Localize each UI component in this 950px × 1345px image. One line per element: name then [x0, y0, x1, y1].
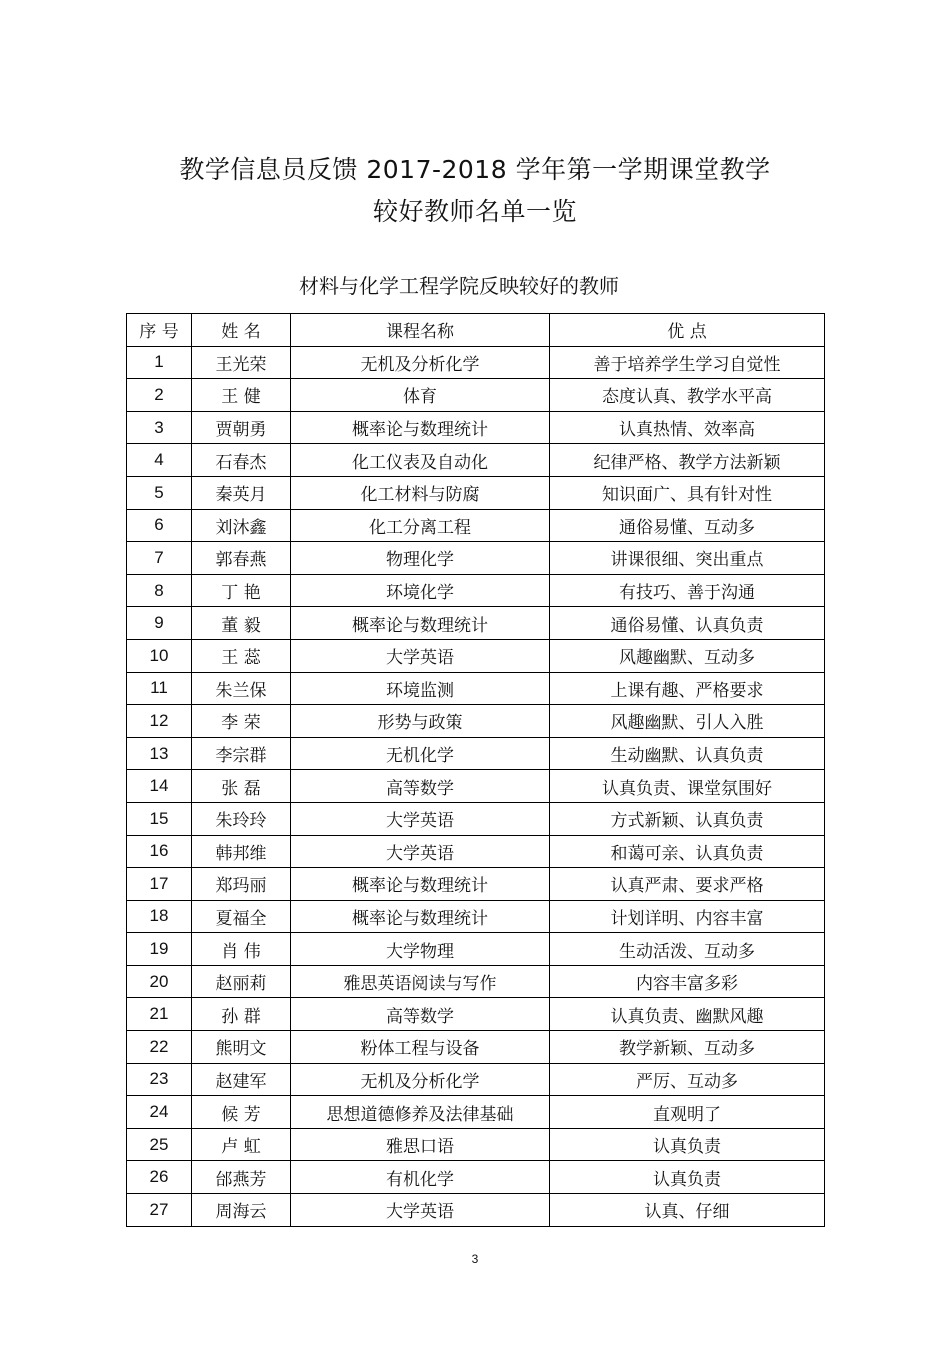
cell-serial: 24 — [127, 1096, 192, 1129]
cell-teacher-name: 张 磊 — [192, 770, 291, 803]
table-row — [127, 444, 825, 477]
cell-teacher-name: 肖 伟 — [192, 933, 291, 966]
cell-teacher-name: 卢 虹 — [192, 1128, 291, 1161]
table-row — [127, 672, 825, 705]
cell-course: 高等数学 — [291, 770, 550, 803]
cell-serial: 1 — [127, 346, 192, 379]
document-title-line-1: 教学信息员反馈 2017-2018 学年第一学期课堂教学 — [179, 155, 771, 184]
cell-course: 大学英语 — [291, 835, 550, 868]
cell-serial: 20 — [127, 965, 192, 998]
cell-merits: 计划详明、内容丰富 — [550, 900, 825, 933]
cell-teacher-name: 郑玛丽 — [192, 868, 291, 901]
cell-teacher-name: 赵丽莉 — [192, 965, 291, 998]
cell-serial: 26 — [127, 1161, 192, 1194]
cell-merits: 通俗易懂、认真负责 — [550, 607, 825, 640]
table-row — [127, 639, 825, 672]
cell-teacher-name: 熊明文 — [192, 1031, 291, 1064]
cell-course: 概率论与数理统计 — [291, 868, 550, 901]
table-row — [127, 542, 825, 575]
cell-merits: 善于培养学生学习自觉性 — [550, 346, 825, 379]
cell-course: 大学物理 — [291, 933, 550, 966]
cell-teacher-name: 候 芳 — [192, 1096, 291, 1129]
table-row — [127, 868, 825, 901]
cell-merits: 和蔼可亲、认真负责 — [550, 835, 825, 868]
table-row — [127, 1194, 825, 1227]
cell-course: 体育 — [291, 379, 550, 412]
cell-course: 粉体工程与设备 — [291, 1031, 550, 1064]
cell-serial: 4 — [127, 444, 192, 477]
cell-teacher-name: 王光荣 — [192, 346, 291, 379]
cell-teacher-name: 刘沐鑫 — [192, 509, 291, 542]
table-row — [127, 737, 825, 770]
cell-merits: 认真热情、效率高 — [550, 411, 825, 444]
table-row — [127, 1161, 825, 1194]
cell-course: 化工分离工程 — [291, 509, 550, 542]
cell-serial: 13 — [127, 737, 192, 770]
cell-course: 无机及分析化学 — [291, 1063, 550, 1096]
cell-course: 有机化学 — [291, 1161, 550, 1194]
cell-course: 大学英语 — [291, 639, 550, 672]
table-row — [127, 835, 825, 868]
cell-merits: 严厉、互动多 — [550, 1063, 825, 1096]
cell-course: 化工仪表及自动化 — [291, 444, 550, 477]
cell-serial: 5 — [127, 476, 192, 509]
cell-serial: 22 — [127, 1031, 192, 1064]
cell-course: 环境监测 — [291, 672, 550, 705]
cell-merits: 通俗易懂、互动多 — [550, 509, 825, 542]
cell-course: 雅思英语阅读与写作 — [291, 965, 550, 998]
table-row — [127, 346, 825, 379]
cell-teacher-name: 秦英月 — [192, 476, 291, 509]
cell-serial: 2 — [127, 379, 192, 412]
cell-serial: 19 — [127, 933, 192, 966]
cell-merits: 知识面广、具有针对性 — [550, 476, 825, 509]
cell-course: 高等数学 — [291, 998, 550, 1031]
cell-course: 环境化学 — [291, 574, 550, 607]
cell-teacher-name: 周海云 — [192, 1194, 291, 1227]
cell-serial: 12 — [127, 705, 192, 738]
cell-teacher-name: 王 蕊 — [192, 639, 291, 672]
cell-course: 思想道德修养及法律基础 — [291, 1096, 550, 1129]
table-row — [127, 900, 825, 933]
cell-merits: 认真、仔细 — [550, 1194, 825, 1227]
cell-course: 化工材料与防腐 — [291, 476, 550, 509]
cell-teacher-name: 董 毅 — [192, 607, 291, 640]
cell-merits: 态度认真、教学水平高 — [550, 379, 825, 412]
cell-serial: 7 — [127, 542, 192, 575]
cell-merits: 讲课很细、突出重点 — [550, 542, 825, 575]
cell-merits: 直观明了 — [550, 1096, 825, 1129]
cell-serial: 21 — [127, 998, 192, 1031]
cell-serial: 27 — [127, 1194, 192, 1227]
cell-serial: 8 — [127, 574, 192, 607]
cell-serial: 25 — [127, 1128, 192, 1161]
cell-teacher-name: 李宗群 — [192, 737, 291, 770]
table-row — [127, 1063, 825, 1096]
table-row — [127, 411, 825, 444]
cell-teacher-name: 石春杰 — [192, 444, 291, 477]
table-header-row — [127, 314, 825, 347]
table-row — [127, 1031, 825, 1064]
cell-course: 物理化学 — [291, 542, 550, 575]
table-row — [127, 574, 825, 607]
teacher-table — [126, 313, 825, 1227]
table-row — [127, 607, 825, 640]
cell-merits: 认真负责、幽默风趣 — [550, 998, 825, 1031]
page-number: 3 — [471, 1252, 479, 1266]
cell-teacher-name: 朱兰保 — [192, 672, 291, 705]
cell-merits: 纪律严格、教学方法新颖 — [550, 444, 825, 477]
cell-teacher-name: 贾朝勇 — [192, 411, 291, 444]
cell-course: 无机及分析化学 — [291, 346, 550, 379]
table-row — [127, 965, 825, 998]
cell-course: 概率论与数理统计 — [291, 411, 550, 444]
cell-serial: 16 — [127, 835, 192, 868]
cell-teacher-name: 丁 艳 — [192, 574, 291, 607]
cell-teacher-name: 赵建军 — [192, 1063, 291, 1096]
cell-serial: 6 — [127, 509, 192, 542]
cell-serial: 14 — [127, 770, 192, 803]
cell-merits: 风趣幽默、引人入胜 — [550, 705, 825, 738]
cell-course: 形势与政策 — [291, 705, 550, 738]
table-row — [127, 933, 825, 966]
cell-merits: 认真严肃、要求严格 — [550, 868, 825, 901]
cell-merits: 风趣幽默、互动多 — [550, 639, 825, 672]
cell-serial: 18 — [127, 900, 192, 933]
table-row — [127, 1096, 825, 1129]
cell-course: 概率论与数理统计 — [291, 900, 550, 933]
cell-teacher-name: 邰燕芳 — [192, 1161, 291, 1194]
table-row — [127, 705, 825, 738]
cell-serial: 11 — [127, 672, 192, 705]
cell-merits: 生动活泼、互动多 — [550, 933, 825, 966]
cell-teacher-name: 郭春燕 — [192, 542, 291, 575]
cell-teacher-name: 孙 群 — [192, 998, 291, 1031]
cell-serial: 10 — [127, 639, 192, 672]
cell-merits: 有技巧、善于沟通 — [550, 574, 825, 607]
cell-merits: 教学新颖、互动多 — [550, 1031, 825, 1064]
table-row — [127, 1128, 825, 1161]
table-row — [127, 770, 825, 803]
cell-teacher-name: 夏福全 — [192, 900, 291, 933]
cell-serial: 3 — [127, 411, 192, 444]
table-row — [127, 998, 825, 1031]
cell-course: 大学英语 — [291, 802, 550, 835]
header-serial: 序 号 — [127, 314, 192, 347]
table-row — [127, 802, 825, 835]
cell-teacher-name: 朱玲玲 — [192, 802, 291, 835]
cell-merits: 生动幽默、认真负责 — [550, 737, 825, 770]
cell-course: 概率论与数理统计 — [291, 607, 550, 640]
cell-teacher-name: 王 健 — [192, 379, 291, 412]
cell-merits: 认真负责 — [550, 1161, 825, 1194]
table-row — [127, 509, 825, 542]
cell-serial: 9 — [127, 607, 192, 640]
header-merits: 优 点 — [550, 314, 825, 347]
cell-teacher-name: 韩邦维 — [192, 835, 291, 868]
header-name: 姓 名 — [192, 314, 291, 347]
cell-course: 大学英语 — [291, 1194, 550, 1227]
document-title-line-2: 较好教师名单一览 — [372, 197, 577, 226]
header-course: 课程名称 — [291, 314, 550, 347]
section-subtitle: 材料与化学工程学院反映较好的教师 — [299, 274, 619, 298]
cell-merits: 认真负责、课堂氛围好 — [550, 770, 825, 803]
cell-teacher-name: 李 荣 — [192, 705, 291, 738]
cell-serial: 23 — [127, 1063, 192, 1096]
table-row — [127, 379, 825, 412]
table-row — [127, 476, 825, 509]
cell-merits: 上课有趣、严格要求 — [550, 672, 825, 705]
cell-serial: 17 — [127, 868, 192, 901]
cell-serial: 15 — [127, 802, 192, 835]
cell-course: 无机化学 — [291, 737, 550, 770]
cell-merits: 方式新颖、认真负责 — [550, 802, 825, 835]
cell-course: 雅思口语 — [291, 1128, 550, 1161]
cell-merits: 认真负责 — [550, 1128, 825, 1161]
cell-merits: 内容丰富多彩 — [550, 965, 825, 998]
